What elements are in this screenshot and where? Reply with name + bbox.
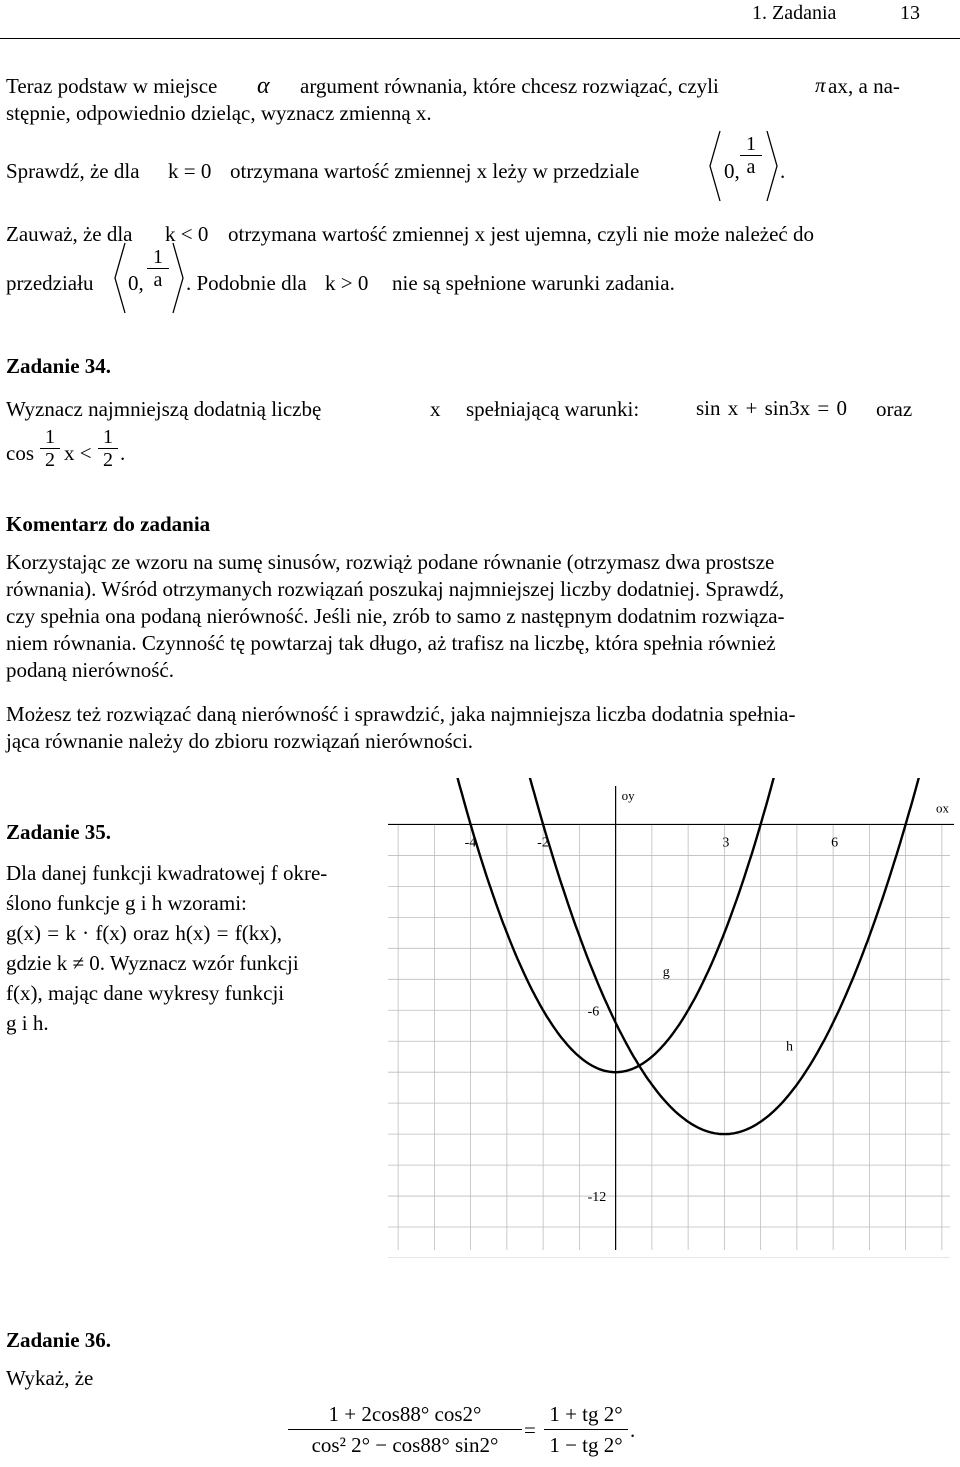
intro-line-1a: Teraz podstaw w miejsce (6, 74, 218, 98)
y-tick-label: -12 (587, 1190, 607, 1206)
k-less-zero: k < 0 (165, 222, 209, 246)
right-angle-bracket (762, 128, 782, 204)
interval-zero: 0, (128, 271, 144, 295)
interval-fraction (740, 133, 762, 179)
x-tick-label: -2 (537, 835, 549, 851)
comment-paragraph-2 (6, 701, 918, 755)
task-34-text-c: oraz (876, 397, 913, 421)
comment-paragraph-1 (6, 549, 918, 684)
rhs-fraction (544, 1403, 628, 1457)
note-line2-a: przedziału (6, 271, 94, 295)
fraction-half (40, 426, 60, 472)
comment-title: Komentarz do zadania (6, 512, 211, 536)
right-angle-bracket (168, 240, 188, 316)
fraction-denominator: 2 (45, 449, 55, 471)
function-graph (380, 778, 960, 1258)
note-line2-c: nie są spełnione warunki zadania. (392, 271, 675, 295)
text-line: podaną nierówność. (6, 658, 174, 682)
text-line: f(x), mając dane wykresy funkcji (6, 981, 285, 1005)
trig-equation: sin x + sin3x = 0 (696, 396, 847, 420)
text-line: równania). Wśród otrzymanych rozwiązań poszukaj najmniejszej liczby dodatniej. Sprawdź, (6, 577, 785, 601)
y-axis-label: oy (621, 788, 635, 803)
fraction-denominator: a (746, 156, 756, 178)
series-label-h: h (786, 1039, 793, 1055)
variable-x: x (430, 397, 441, 421)
interval-fraction (147, 246, 169, 292)
note-line2-b: . Podobnie dla (186, 271, 307, 295)
intro-line-1b: argument równania, które chcesz rozwiązać, czyli (300, 74, 719, 98)
period: . (630, 1418, 636, 1442)
lhs-fraction (288, 1403, 522, 1457)
fraction-denominator: 2 (103, 449, 113, 471)
header-rule (0, 38, 960, 39)
k-greater-zero: k > 0 (325, 271, 369, 295)
task-34-text-b: spełniającą warunki: (466, 397, 640, 421)
x-axis-label: ox (936, 800, 949, 816)
fraction-numerator: 1 + tg 2° (544, 1403, 628, 1430)
task-35-title: Zadanie 35. (6, 820, 112, 844)
text-line: niem równania. Czynność tę powtarzaj tak długo, aż trafisz na liczbę, która spełnia również (6, 631, 776, 655)
pi-symbol: π (815, 73, 826, 97)
fraction-numerator: 1 (98, 426, 118, 449)
x-tick-label: -4 (464, 835, 477, 851)
note-text-a: Zauważ, że dla (6, 222, 133, 246)
fraction-numerator: 1 + 2cos88° cos2° (288, 1403, 522, 1430)
text-line: Korzystając ze wzoru na sumę sinusów, rozwiąż podane równanie (otrzymasz dwa prostsze (6, 550, 775, 574)
fraction-denominator: a (153, 269, 163, 291)
task-36-prompt: Wykaż, że (6, 1366, 94, 1390)
text-line: ślono funkcje g i h wzorami: (6, 891, 247, 915)
fraction-denominator: cos² 2° − cos88° sin2° (311, 1433, 499, 1458)
x-tick-label: 6 (831, 835, 839, 851)
fraction-denominator: 1 − tg 2° (549, 1433, 623, 1458)
text-line: g i h. (6, 1011, 49, 1035)
fraction-numerator: 1 (740, 133, 762, 156)
intro-line-1c: , a na- (848, 74, 900, 98)
task-34-title: Zadanie 34. (6, 354, 112, 378)
x-less-than: x < (64, 441, 92, 465)
task-34-text-a: Wyznacz najmniejszą dodatnią liczbę (6, 397, 322, 421)
check-text-b: otrzymana wartość zmiennej x leży w przedziale (230, 159, 640, 183)
interval-period: . (780, 159, 786, 183)
y-tick-label: -6 (587, 1004, 600, 1020)
note-text-b: otrzymana wartość zmiennej x jest ujemna, czyli nie może należeć do (228, 222, 815, 246)
cos-function: cos (6, 441, 34, 465)
ax-expression: ax (828, 74, 848, 98)
intro-line-2: stępnie, odpowiednio dzieląc, wyznacz zmienną x. (6, 101, 432, 125)
fraction-half (98, 426, 118, 472)
series-label-g: g (662, 965, 670, 981)
equals-sign: = (524, 1418, 536, 1442)
text-line: czy spełnia ona podaną nierówność. Jeśli nie, zrób to samo z następnym dodatnim rozwiąza- (6, 604, 785, 628)
text-line: Możesz też rozwiązać daną nierówność i sprawdzić, jaka najmniejsza liczba dodatnia spełnia- (6, 702, 796, 726)
x-tick-label: 3 (722, 835, 730, 851)
task-35-text (6, 858, 376, 1038)
period: . (120, 441, 126, 465)
k-equals-zero: k = 0 (168, 159, 212, 183)
interval-zero: 0, (724, 159, 740, 183)
text-line: Dla danej funkcji kwadratowej f okre- (6, 861, 328, 885)
text-line: jąca równanie należy do zbioru rozwiązań nierówności. (6, 729, 474, 753)
page-number: 13 (900, 2, 920, 24)
left-angle-bracket (706, 128, 726, 204)
text-line: gdzie k ≠ 0. Wyznacz wzór funkcji (6, 951, 299, 975)
fraction-numerator: 1 (147, 246, 169, 269)
task-36-title: Zadanie 36. (6, 1328, 112, 1352)
text-line: g(x) = k · f(x) oraz h(x) = f(kx), (6, 921, 282, 945)
fraction-numerator: 1 (40, 426, 60, 449)
check-text-a: Sprawdź, że dla (6, 159, 140, 183)
alpha-symbol: α (257, 73, 270, 99)
running-header-chapter: 1. Zadania (752, 2, 837, 24)
